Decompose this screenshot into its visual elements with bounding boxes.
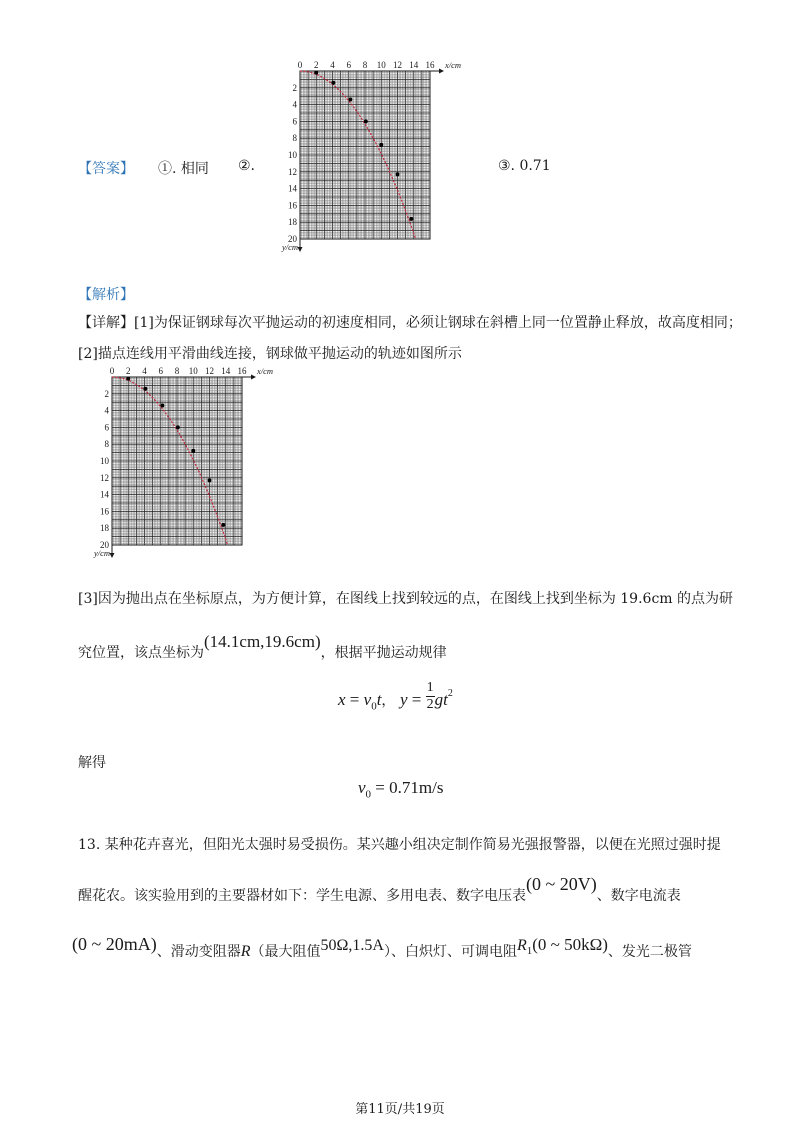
detail-p3-line1: [3]因为抛出点在坐标原点，为方便计算，在图线上找到较远的点，在图线上找到坐标为 19.6cm 的点为研 [78,591,734,607]
answer-item-2: ②. [238,158,256,174]
detail-p2: [2]描点连线用平滑曲线连接，钢球做平抛运动的轨迹如图所示 [78,346,462,362]
y-tick-label: 10 [100,456,109,466]
detail-tag: 【详解】 [78,315,134,331]
data-point [191,449,195,453]
trajectory-chart-analysis [82,364,274,559]
answer-item-1: ①. 相同 [158,161,209,177]
data-point [364,119,368,123]
x-tick-label: 2 [314,60,319,70]
q13-line2: 醒花农。该实验用到的主要器材如下：学生电源、多用电表、数字电压表(0 ~ 20V)、数字电流表 [78,874,681,904]
y-tick-label: 14 [288,183,297,194]
q13-line1: 13. 某种花卉喜光，但阳光太强时易受损伤。某兴趣小组决定制作简易光强报警器，以便在光照过强时提 [78,837,721,853]
x-tick-label: 8 [362,60,368,70]
solve-label: 解得 [78,755,106,771]
y-tick-label: 20 [100,540,109,550]
q13-resistor-range: (0 ~ 50kΩ) [532,935,608,954]
equation-y: y = $\frac{1}{2}$ $gt^2$ [400,680,453,712]
y-axis-label: y/cm [93,548,110,558]
x-tick-label: 16 [425,60,435,70]
y-tick-label: 20 [288,234,297,244]
x-tick-label: 6 [346,60,351,70]
x-tick-label: 0 [297,60,303,70]
x-tick-label: 0 [109,366,115,376]
data-point [409,217,413,221]
x-tick-label: 4 [142,366,147,376]
y-tick-label: 4 [292,99,297,110]
x-tick-label: 6 [158,366,163,376]
equation-v0: $v_0 = 0.71m/s$ [358,778,444,801]
data-point [176,425,180,429]
y-tick-label: 2 [104,388,109,399]
data-point [348,98,352,102]
y-tick-label: 12 [100,472,109,483]
data-point [379,143,383,147]
answer-item-3: ③. 0.71 [498,158,551,174]
detail-p3-line2a: 究位置，该点坐标为 [78,645,204,661]
y-axis-arrow [298,247,303,252]
y-tick-label: 8 [292,133,297,144]
x-tick-label: 4 [330,60,335,70]
q13-line3: (0 ~ 20mA)、滑动变阻器R（最大阻值50Ω,1.5A）、白炽灯、可调电阻$R_1(0$ ~ 50kΩ)、发光二极管 [72,934,692,960]
y-tick-label: 2 [292,82,297,93]
y-tick-label: 18 [100,523,109,534]
x-tick-label: 8 [174,366,180,376]
y-tick-label: 16 [100,506,109,517]
x-axis-label: x/cm [257,366,274,376]
y-axis-label: y/cm [281,242,298,252]
x-axis-label: x/cm [445,60,462,70]
data-point [160,404,164,408]
data-point [396,172,400,176]
analysis-tag: 【解析】 [78,287,134,303]
data-point [143,387,147,391]
y-tick-label: 14 [100,489,109,500]
data-point [126,377,130,381]
x-tick-label: 10 [188,366,198,376]
y-tick-label: 6 [292,116,297,127]
data-point [208,478,212,482]
detail-p3-line2 [78,632,447,661]
x-tick-label: 2 [126,366,131,376]
detail-p3-coord: (14.1cm,19.6cm) [204,632,321,651]
y-axis-arrow [110,553,115,558]
y-tick-label: 12 [288,166,297,177]
y-tick-label: 18 [288,217,297,228]
x-tick-label: 14 [221,366,231,376]
detail-p1 [78,312,742,332]
trajectory-chart-answer [270,58,462,253]
data-point [331,81,335,85]
x-tick-label: 16 [237,366,247,376]
y-tick-label: 10 [288,150,297,160]
y-tick-label: 16 [288,200,297,211]
x-tick-label: 10 [376,60,386,70]
detail-p3-line2b: ，根据平抛运动规律 [320,645,447,661]
q13-ammeter-range: (0 ~ 20mA) [72,934,157,954]
data-point [314,71,318,75]
y-tick-label: 4 [104,405,109,416]
page-footer: 第11页/共19页 [355,1102,445,1117]
q13-voltmeter-range: (0 ~ 20V) [526,874,597,894]
y-tick-label: 8 [104,439,109,450]
x-tick-label: 12 [393,60,402,70]
q13-rheostat-rating: 50Ω,1.5A [320,937,384,954]
data-point [221,523,225,527]
x-tick-label: 12 [205,366,214,376]
answer-tag: 【答案】 [78,161,134,177]
x-tick-label: 14 [409,60,419,70]
detail-p1-text: [1]为保证钢球每次平抛运动的初速度相同，必须让钢球在斜槽上同一位置静止释放，故高度相同； [134,315,742,331]
x-axis-arrow [439,69,444,74]
equation-x: $x = v_0t$， [338,690,396,713]
y-tick-label: 6 [104,422,109,433]
x-axis-arrow [251,375,256,380]
